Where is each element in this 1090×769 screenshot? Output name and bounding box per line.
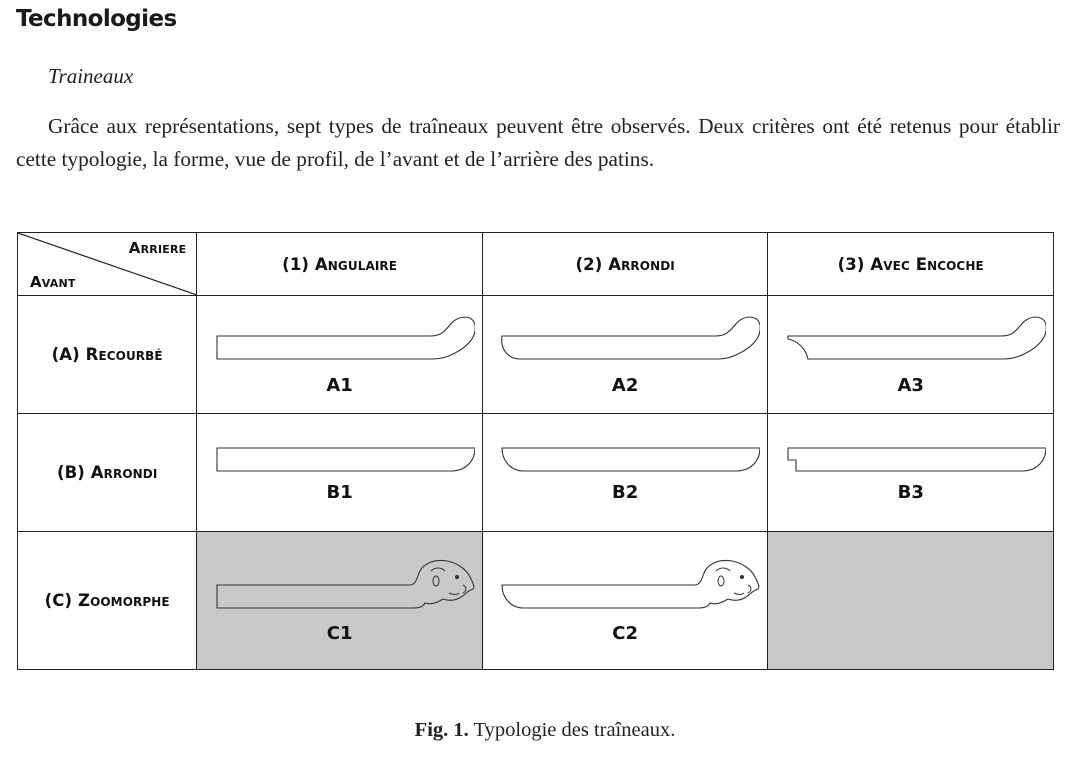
row-header-arrondi	[18, 414, 197, 532]
row-label: Zoomorphe	[78, 591, 170, 610]
runner-a3-drawing	[776, 313, 1046, 369]
cell-c2	[482, 532, 768, 670]
runner-b3-drawing	[776, 442, 1046, 476]
cell-b3	[768, 414, 1054, 532]
cell-b2	[482, 414, 768, 532]
column-number: (3)	[837, 254, 865, 274]
table-row-recourbe	[18, 296, 1054, 414]
column-number: (1)	[282, 254, 310, 274]
type-code: C1	[326, 623, 353, 644]
table-header-row	[18, 233, 1054, 296]
row-number: (B)	[56, 463, 85, 482]
cell-a2	[482, 296, 768, 414]
row-number: (A)	[51, 345, 80, 364]
corner-label-avant: Avant	[30, 273, 76, 291]
row-number: (C)	[44, 591, 73, 610]
runner-b2-drawing	[490, 442, 760, 476]
cell-a1	[197, 296, 483, 414]
figure-label: Fig. 1.	[414, 719, 469, 741]
runner-a1-drawing	[205, 313, 475, 369]
figure-caption	[0, 719, 1090, 742]
subsection-title: Traineaux	[48, 64, 134, 88]
type-code: B2	[612, 482, 639, 503]
table-row-zoomorphe	[18, 532, 1054, 670]
runner-a2-drawing	[490, 313, 760, 369]
type-code: C2	[612, 623, 639, 644]
column-number: (2)	[575, 254, 603, 274]
section-title: Technologies	[16, 6, 177, 32]
column-label: Avec Encoche	[870, 254, 984, 274]
column-header-avec-encoche	[768, 233, 1054, 296]
column-label: Arrondi	[608, 254, 675, 274]
column-label: Angulaire	[314, 254, 398, 274]
type-code: B3	[897, 482, 924, 503]
row-label: Recourbé	[85, 345, 163, 364]
cell-a3	[768, 296, 1054, 414]
figure-caption-text: Typologie des traîneaux.	[473, 719, 676, 741]
runner-b1-drawing	[205, 442, 475, 476]
type-code: A1	[326, 375, 353, 396]
body-paragraph: Grâce aux représentations, sept types de traîneaux peuvent être observés. Deux critères ont été retenus pour établir cette typologie, la forme, vue de profil, de l’avant et de l’arrière des patins.	[16, 114, 1060, 171]
type-code: A2	[611, 375, 639, 396]
corner-cell	[18, 233, 197, 296]
table-row-arrondi	[18, 414, 1054, 532]
type-code: B1	[326, 482, 353, 503]
row-header-recourbe	[18, 296, 197, 414]
cell-c1	[197, 532, 483, 670]
column-header-arrondi	[482, 233, 768, 296]
row-header-zoomorphe	[18, 532, 197, 670]
row-label: Arrondi	[90, 463, 158, 482]
runner-c1-feline-head-drawing	[205, 557, 475, 617]
cell-c3-empty	[768, 532, 1054, 670]
typology-table	[17, 232, 1054, 670]
type-code: A3	[897, 375, 924, 396]
column-header-angulaire	[197, 233, 483, 296]
runner-c2-feline-head-drawing	[490, 557, 760, 617]
corner-label-arriere: Arriere	[128, 239, 187, 257]
cell-b1	[197, 414, 483, 532]
